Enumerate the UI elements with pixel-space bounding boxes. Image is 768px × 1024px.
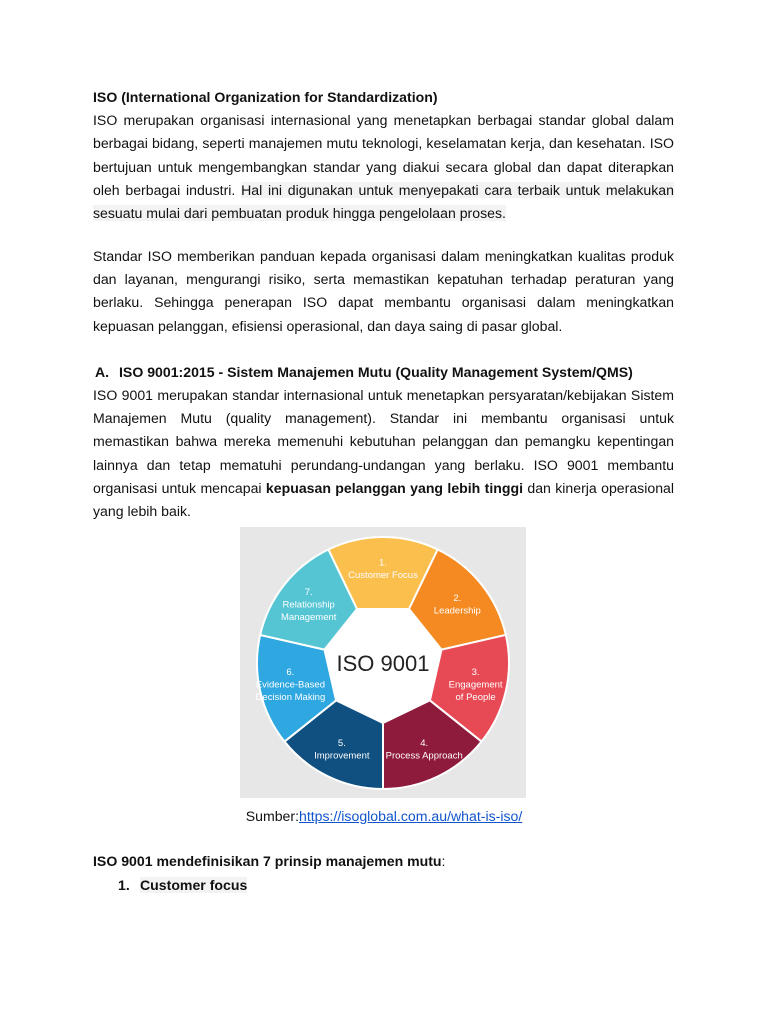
- intro-title: ISO (International Organization for Standardization): [93, 89, 438, 105]
- segment-4-label-1: 4.: [420, 737, 429, 749]
- intro-paragraph-2: Standar ISO memberikan panduan kepada organisasi dalam meningkatkan kualitas produk dan layanan, mengurangi risiko, serta memastikan kepatuhan terhadap peraturan yang berlaku. Sehingga penerapan ISO dapat membantu organisasi dalam meningkatkan kepuasan pelanggan, efisiensi operasional, dan daya saing di pasar global.: [93, 248, 674, 334]
- intro-paragraph-1-highlight: Hal ini digunakan untuk menyepakati cara terbaik untuk melakukan sesuatu mulai dari pembuatan produk hingga pengelolaan proses.: [93, 181, 674, 222]
- principle-item-1-label: Customer focus: [140, 877, 248, 893]
- section-a-bold-text: kepuasan pelanggan yang lebih tinggi: [265, 479, 524, 496]
- section-a-text-1: ISO 9001 merupakan standar internasional untuk menetapkan persyaratan/kebijakan Sistem Manajemen Mutu (quality management). Standar ini membantu organisasi untuk memastikan bahwa mereka memenuhi kebutuhan pelanggan dan pemangku kepentingan lainnya dan tetap mematuhi perundang-undangan yang berlaku. ISO 9001 membantu organisasi untuk mencapai: [93, 387, 674, 496]
- source-link[interactable]: https://isoglobal.com.au/what-is-iso/: [299, 808, 523, 824]
- section-a-paragraph: [93, 384, 674, 523]
- principles-heading-colon: :: [441, 853, 446, 869]
- caption-prefix: Sumber:: [245, 808, 299, 824]
- segment-1-label-2: Customer Focus: [348, 569, 418, 581]
- iso-9001-wheel: [240, 527, 526, 798]
- section-a-letter: A.: [95, 364, 110, 380]
- segment-6-label-1: 6.: [286, 667, 295, 679]
- segment-5-label-2: Improvement: [314, 750, 370, 762]
- segment-1-label-1: 1.: [379, 557, 387, 569]
- intro-paragraph-1-text: ISO merupakan organisasi internasional yang menetapkan berbagai standar global dalam berbagai bidang, seperti manajemen mutu teknologi, keselamatan kerja, dan kesehatan. ISO bertujuan untuk mengembangkan standar yang diakui secara global dan dapat diterapkan oleh berbagai industri.: [93, 112, 674, 198]
- segment-7-label-1: 7.: [304, 586, 313, 598]
- segment-4-label-2: Process Approach: [385, 750, 463, 762]
- section-a-text-2: dan kinerja operasional yang lebih baik.: [93, 479, 675, 520]
- center-label: ISO 9001: [336, 651, 430, 676]
- segment-2-label-1: 2.: [453, 593, 462, 604]
- figure-caption: [0, 806, 768, 826]
- intro-paragraph-1: [93, 109, 674, 225]
- iso-9001-diagram: [240, 527, 526, 798]
- section-a-title: ISO 9001:2015 - Sistem Manajemen Mutu (Quality Management System/QMS): [119, 364, 633, 380]
- section-a-heading: [95, 361, 633, 384]
- intro-section: [93, 86, 674, 225]
- principle-item-1-number: 1.: [118, 877, 130, 893]
- segment-3-label-3: of People: [455, 692, 496, 704]
- segment-6-label-2: Evidence-Based: [255, 679, 325, 691]
- segment-3-label-1: 3.: [471, 667, 480, 679]
- segment-7-label-2: Relationship: [282, 599, 335, 611]
- segment-2-label-2: Leadership: [433, 605, 481, 617]
- segment-5-label-1: 5.: [337, 737, 346, 749]
- segment-3-label-2: Engagement: [448, 679, 503, 691]
- segment-7-label-3: Management: [280, 611, 337, 623]
- principle-item-1: [118, 875, 247, 895]
- principles-heading-line: [93, 850, 674, 873]
- principles-heading: ISO 9001 mendefinisikan 7 prinsip manajemen mutu: [93, 853, 442, 869]
- segment-6-label-3: Decision Making: [255, 692, 326, 704]
